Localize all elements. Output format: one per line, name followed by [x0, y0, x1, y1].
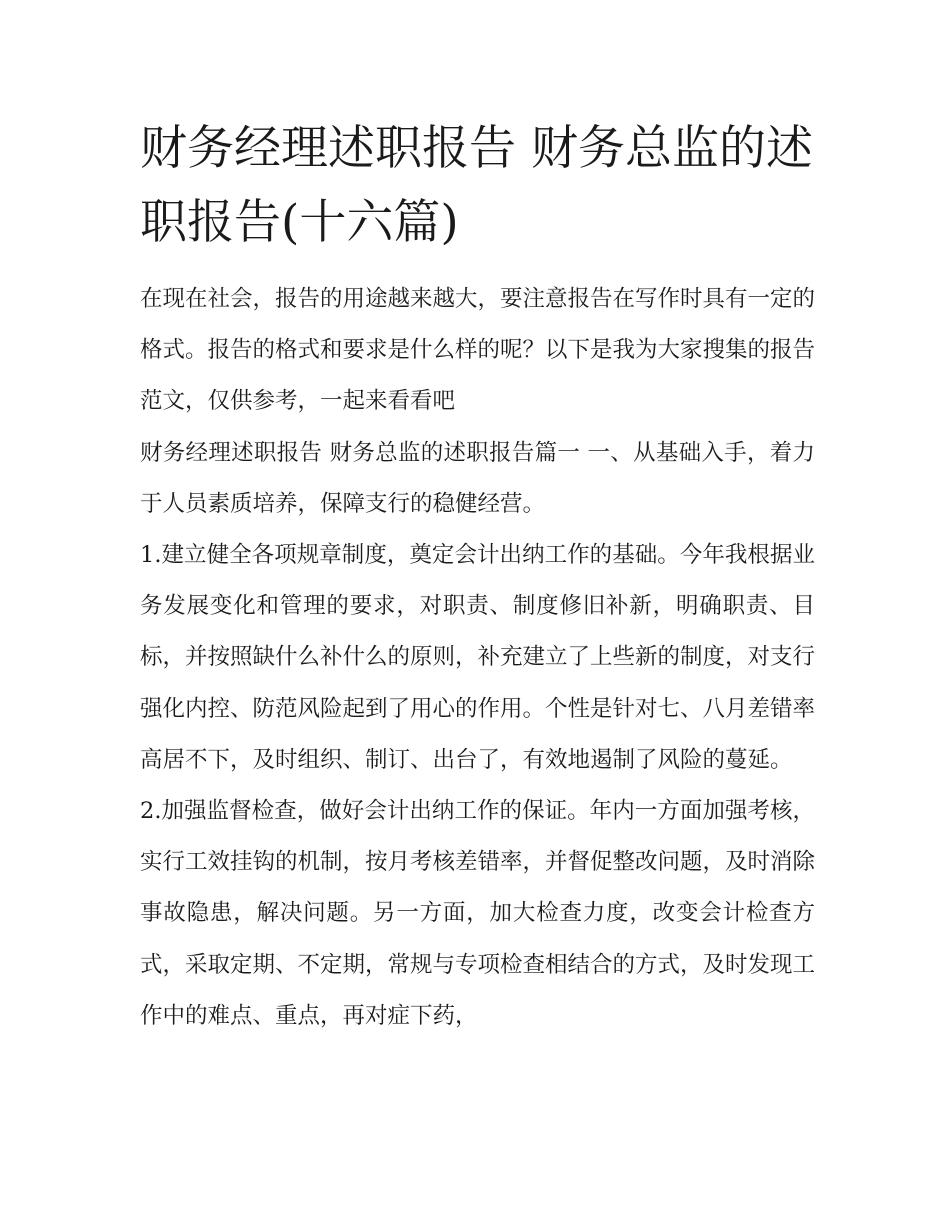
document-body: [140, 274, 815, 1042]
paragraph-item-2: 2.加强监督检查，做好会计出纳工作的保证。年内一方面加强考核，实行工效挂钩的机制，按月考核差错率，并督促整改问题，及时消除事故隐患，解决问题。另一方面，加大检查力度，改变会计检查方式，采取定期、不定期，常规与专项检查相结合的方式，及时发现工作中的难点、重点，再对症下药，: [140, 798, 816, 1029]
paragraph-intro: 在现在社会，报告的用途越来越大，要注意报告在写作时具有一定的格式。报告的格式和要求是什么样的呢？以下是我为大家搜集的报告范文，仅供参考，一起来看看吧: [140, 286, 816, 415]
paragraph-section-one: 财务经理述职报告 财务总监的述职报告篇一 一、从基础入手，着力于人员素质培养，保障支行的稳健经营。: [140, 439, 815, 517]
paragraph-item-1: 1.建立健全各项规章制度，奠定会计出纳工作的基础。今年我根据业务发展变化和管理的要求，对职责、制度修旧补新，明确职责、目标，并按照缺什么补什么的原则，补充建立了上些新的制度，对支行强化内控、防范风险起到了用心的作用。个性是针对七、八月差错率高居不下，及时组织、制订、出台了，有效地遏制了风险的蔓延。: [140, 542, 816, 773]
document-title: 财务经理述职报告 财务总监的述职报告(十六篇): [140, 121, 813, 250]
document-page: [140, 112, 815, 1042]
